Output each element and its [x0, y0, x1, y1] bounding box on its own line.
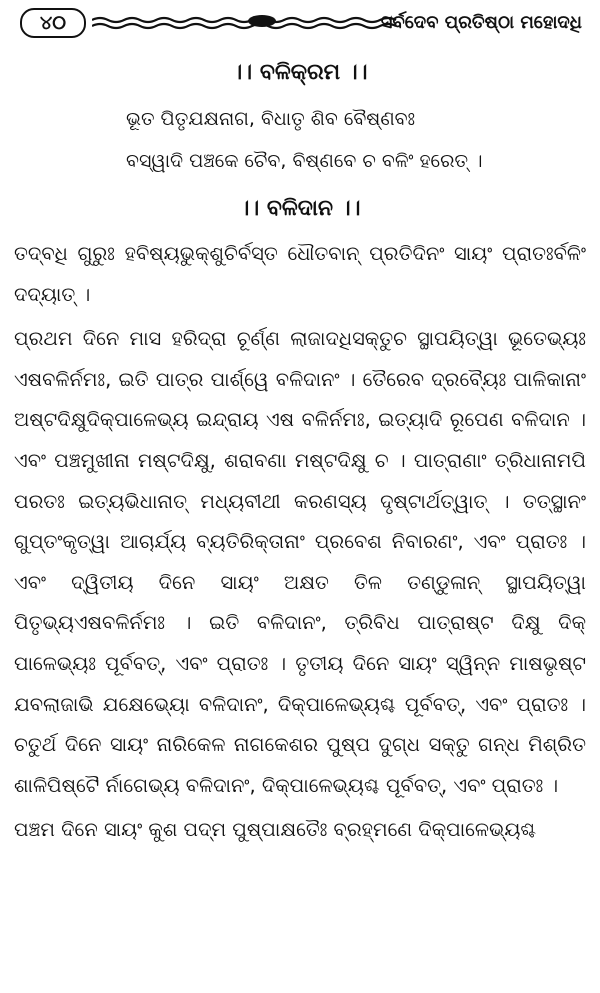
verse-block — [14, 98, 586, 182]
body-paragraph: ପଞ୍ଚମ ଦିନେ ସାୟଂ କୁଶ ପଦ୍ମ ପୁଷ୍ପାକ୍ଷତୈଃ ବ୍ରହ୍ମଣେ ଦିକ୍‌ପାଳେଭ୍ୟଶ୍ଚ — [14, 818, 537, 842]
decorative-rule — [92, 14, 402, 32]
body-paragraph: ତଦ୍‌ବଧି ଗୁରୁଃ ହବିଷ୍ୟଭୁକ୍‌ଶୁଚିର୍ବସ୍ତ ଧୌତବାନ୍ ପ୍ରତିଦିନଂ ସାୟଂ ପ୍ରାତଃର୍ବଳିଂ ଦଦ୍ୟାତ୍ । — [14, 242, 586, 306]
section-title-balikrama: ।। ବଳିକ୍ରମ ।। — [232, 60, 368, 85]
section-title-balidana: ।। ବଳିଦାନ ।। — [239, 196, 361, 221]
page-number: ୪୦ — [20, 8, 86, 38]
verse-line: ବସ୍ୱାଦି ପଞ୍ଚକେ ଚୈବ, ବିଷ୍ଣବେ ଚ ବଳିଂ ହରେତ୍ । — [126, 150, 483, 172]
page-header — [14, 0, 586, 46]
verse-line: ଭୂତ ପିତୃଯକ୍ଷନାଗ, ବିଧାତୃ ଶିବ ବୈଷ୍ଣବଃ — [126, 108, 416, 130]
running-title: ସର୍ବଦେବ ପ୍ରତିଷ୍ଠା ମହୋଦଧି — [380, 12, 582, 33]
body-paragraph: ପ୍ରଥମ ଦିନେ ମାସ ହରିଦ୍ରା ଚୂର୍ଣ୍ଣ ଲାଜାଦଧିସକ୍ତୁଚ ସ୍ଥାପୟିତ୍ୱା ଭୂତେଭ୍ୟଃ ଏଷବଳିର୍ନମଃ, ଇତି ପାତ୍ର ପାର୍ଶ୍ୱେ ବଳିଦାନଂ । ତୈରେବ ଦ୍ରବ୍ୟୈଃ ପାଳିକାନାଂ ଅଷ୍ଟଦିକ୍ଷୁଦିକ୍‌ପାଳେଭ୍ୟ ଇନ୍ଦ୍ରାୟ ଏଷ ବଳିର୍ନମଃ, ଇତ୍ୟାଦି ରୂପେଣ ବଳିଦାନ । ଏବଂ ପଞ୍ଚମୁଖୀନା ମଷ୍ଟଦିକ୍ଷୁ, ଶରାବଣା ମଷ୍ଟଦିକ୍ଷୁ ଚ । ପାତ୍ରାଣାଂ ତ୍ରିଧାନାମପି ପରତଃ ଇତ୍ୟଭିଧାନାତ୍ ମଧ୍ୟବୀଥୀ କରଣସ୍ୟ ଦୃଷ୍ଟାର୍ଥତ୍ୱାତ୍ । ତତ୍‌ସ୍ଥାନଂ ଗୁପ୍ତଂକୃତ୍ୱା ଆଚାର୍ଯ୍ୟ ବ୍ୟତିରିକ୍ତାନାଂ ପ୍ରବେଶ ନିବାରଣଂ, ଏବଂ ପ୍ରାତଃ । ଏବଂ ଦ୍ୱିତୀୟ ଦିନେ ସାୟଂ ଅକ୍ଷତ ତିଳ ତଣ୍ଡୁଳାନ୍ ସ୍ଥାପୟିତ୍ୱା ପିତୃଭ୍ୟଏଷବଳିର୍ନମଃ । ଇତି ବଳିଦାନଂ, ତ୍ରିବିଧ ପାତ୍ରାଷ୍ଟ ଦିକ୍ଷୁ ଦିକ୍ ପାଳେଭ୍ୟଃ ପୂର୍ବବତ୍, ଏବଂ ପ୍ରାତଃ । ତୃତୀୟ ଦିନେ ସାୟଂ ସ୍ୱିନ୍ନ ମାଷଭୃଷ୍ଟ ଯବଲାଜାଭି ଯକ୍ଷେଭ୍ୟୋ ବଳିଦାନଂ, ଦିକ୍‌ପାଳେଭ୍ୟଶ୍ଚ ପୂର୍ବବତ୍, ଏବଂ ପ୍ରାତଃ । ଚତୁର୍ଥ ଦିନେ ସାୟଂ ନାରିକେଳ ନାଗକେଶର ପୁଷ୍ପ ଦୁଗ୍ଧ ସକ୍ତୁ ଗନ୍ଧ ମିଶ୍ରିତ ଶାଳିପିଷ୍ଟୈ ର୍ନାଗେଭ୍ୟ ବଳିଦାନଂ, ଦିକ୍‌ପାଳେଭ୍ୟଶ୍ଚ ପୂର୍ବବତ୍, ଏବଂ ପ୍ରାତଃ । — [14, 327, 586, 797]
